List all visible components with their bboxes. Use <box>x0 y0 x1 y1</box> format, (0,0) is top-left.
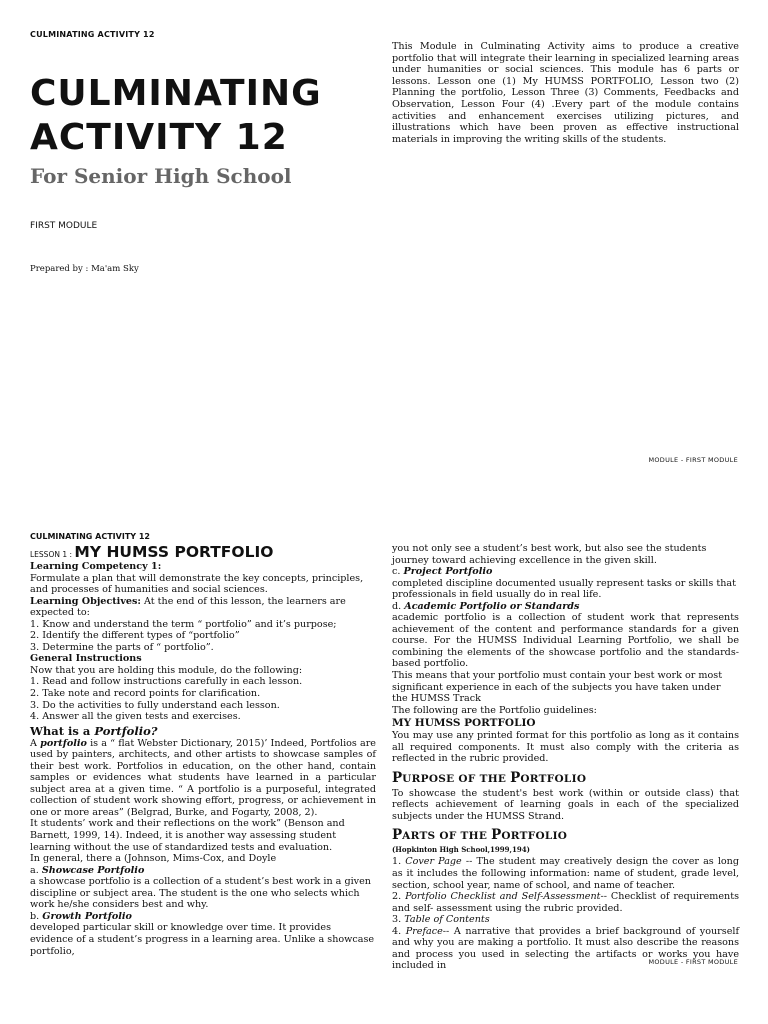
lesson-title: MY HUMSS PORTFOLIO <box>74 543 274 561</box>
objective-item: 3. Determine the parts of “ portfolio”. <box>30 641 214 653</box>
part-text: -- Checklist of requirements and self- assessment using the rubric provided. <box>392 891 740 914</box>
title-line-2: ACTIVITY 12 <box>30 117 288 158</box>
part-number: 1. <box>392 856 406 868</box>
instructions-intro: Now that you are holding this module, do the following: <box>30 664 303 676</box>
humss-portfolio-heading: MY HUMSS PORTFOLIO <box>392 717 536 730</box>
project-text: completed discipline documented usually represent tasks or skills that professionals in field usually do in real life. <box>392 577 736 601</box>
objectives-intro: At the end of this lesson, the learners are expected to: <box>30 595 346 619</box>
part-title: Cover Page <box>405 856 462 868</box>
title-line-1: CULMINATING <box>30 73 322 114</box>
module-label: FIRST MODULE <box>30 221 98 231</box>
parts-smallcaps-2: ORTFOLIO <box>501 830 568 843</box>
growth-title: Growth Portfolio <box>42 910 132 922</box>
part-text: -- The student may creatively design the cover as long as it includes the following information: name of student, grade level, section, school year, name of school, and name of teacher. <box>392 856 739 891</box>
page1-footer: MODULE - FIRST MODULE <box>648 456 738 464</box>
module-intro-paragraph: This Module in Culminating Activity aims to produce a creative portfolio that will integrate their learning in specialized learning areas under humanities or social sciences. This module has 6 parts or lessons. Lesson one (1) My HUMSS PORTFOLIO, Lesson two (2) Planning the portfolio, Lesson Three (3) Comments, Feedbacks and Observation, Lesson Four (4) .Every part of the module contains activities and enhancement exercises utilizing pictures, and illustrations which have been proven as effective instructional materials in improving the writing skills of the students. <box>392 41 739 145</box>
part-item-cover <box>392 856 739 891</box>
portfolio-definition <box>30 738 376 819</box>
purpose-heading <box>392 769 739 788</box>
showcase-text: a showcase portfolio is a collection of a student’s best work in a given discipline or subject area. The student is the one who selects which work he/she considers best and why. <box>30 876 371 911</box>
reflection-paragraph: It students’ work and their reflections on the work” (Benson and Barnett, 1999, 14). Indeed, it is another way assessing student learning without the use of standardized tests and evaluation. <box>30 818 345 853</box>
instruction-item: 3. Do the activities to fully understand each lesson. <box>30 699 280 711</box>
instruction-item: 1. Read and follow instructions carefully in each lesson. <box>30 676 303 688</box>
showcase-title: Showcase Portfolio <box>41 864 145 876</box>
growth-letter: b. <box>30 910 43 922</box>
growth-heading <box>30 911 376 923</box>
parts-cap-2: P <box>491 827 502 844</box>
part-title: Preface <box>405 925 443 937</box>
purpose-text: To showcase the student's best work (within or outside class) that reflects achievement of learning goals in each of the specialized subjects under the HUMSS Strand. <box>392 787 739 822</box>
part-item-checklist <box>392 891 739 914</box>
purpose-cap-1: P <box>392 769 403 786</box>
right-column <box>392 543 739 972</box>
definition-body: is a “ flat Webster Dictionary, 2015)’ Indeed, Portfolios are used by painters, architects, and other artists to showcase samples of their best work. Portfolios in education, on the other hand, contain samples or evidences what students have learned in a particular subject area at a given time. “ A portfolio is a purposeful, integrated collection of student work showing effort, progress, or achievement in one or more areas” (Belgrad, Burke, and Fogarty, 2008, 2). <box>30 737 376 818</box>
definition-term: portfolio <box>40 737 87 749</box>
academic-letter: d. <box>392 600 405 612</box>
part-number: 2. <box>392 891 406 903</box>
page2-running-header: CULMINATING ACTIVITY 12 <box>30 532 150 541</box>
page-separator <box>0 485 768 519</box>
page1-running-header: CULMINATING ACTIVITY 12 <box>30 30 155 39</box>
purpose-smallcaps-1: URPOSE OF THE <box>402 772 511 785</box>
general-types-paragraph: In general, there a (Johnson, Mims-Cox, and Doyle <box>30 853 277 865</box>
lesson-number: LESSON 1 : <box>30 550 75 559</box>
prepared-by: Prepared by : Ma'am Sky <box>30 264 139 274</box>
growth-text: developed particular skill or knowledge over time. It provides evidence of a student’s progress in a learning area. Unlike a showcase portfolio, <box>30 922 375 957</box>
document-title <box>30 72 370 160</box>
lesson-heading <box>30 544 376 561</box>
means-paragraph: This means that your portfolio must contain your best work or most significant experience in each of the subjects you have taken under the HUMSS Track <box>392 670 723 705</box>
humss-portfolio-text: You may use any printed format for this portfolio as long as it contains all required components. It must also comply with the criteria as reflected in the rubric provided. <box>392 730 739 765</box>
academic-title: Academic Portfolio or Standards <box>404 600 580 612</box>
parts-citation: (Hopkinton High School,1999,194) <box>392 845 530 855</box>
definition-article: A <box>30 737 41 749</box>
project-letter: c. <box>392 566 404 578</box>
instructions-heading: General Instructions <box>30 653 142 665</box>
objectives-paragraph <box>30 596 376 619</box>
academic-heading <box>392 601 739 613</box>
what-heading-text: What is a <box>30 723 95 738</box>
project-title: Project Portfolio <box>403 566 493 578</box>
part-item-toc <box>392 914 739 926</box>
what-heading-em: Portfolio? <box>94 723 158 738</box>
left-column <box>30 544 376 957</box>
what-is-portfolio-heading <box>30 725 376 738</box>
competency-text: Formulate a plan that will demonstrate the key concepts, principles, and processes of humanities and social sciences. <box>30 572 364 596</box>
parts-smallcaps-1: ARTS OF THE <box>402 830 492 843</box>
academic-text: academic portfolio is a collection of student work that represents achievement of the content and performance standards for a given course. For the HUMSS Individual Learning Portfolio, we shall be combining the elements of the showcase portfolio and the standards-based portfolio. <box>392 612 739 670</box>
showcase-heading <box>30 865 376 877</box>
objective-item: 2. Identify the different types of “portfolio” <box>30 630 240 642</box>
document-subtitle: For Senior High School <box>30 164 292 188</box>
instruction-item: 4. Answer all the given tests and exercises. <box>30 711 241 723</box>
part-text: -- A narrative that provides a brief background of yourself and why you are making a portfolio. It must also describe the reasons and process you used in selecting the artifacts or works you have included in <box>392 925 739 972</box>
objective-item: 1. Know and understand the term “ portfolio” and it’s purpose; <box>30 618 337 630</box>
instruction-item: 2. Take note and record points for clarification. <box>30 688 261 700</box>
guidelines-intro: The following are the Portfolio guidelines: <box>392 704 597 716</box>
purpose-smallcaps-2: ORTFOLIO <box>520 772 587 785</box>
purpose-cap-2: P <box>510 769 521 786</box>
parts-heading <box>392 826 739 845</box>
parts-cap-1: P <box>392 827 403 844</box>
project-heading <box>392 566 739 578</box>
part-number: 3. <box>392 914 405 926</box>
part-title: Portfolio Checklist and Self-Assessment <box>405 891 601 903</box>
page2-footer: MODULE - FIRST MODULE <box>648 958 738 966</box>
objectives-heading: Learning Objectives: <box>30 595 141 607</box>
competency-heading: Learning Competency 1: <box>30 561 162 572</box>
part-number: 4. <box>392 925 406 937</box>
showcase-letter: a. <box>30 864 42 876</box>
part-title: Table of Contents <box>404 914 490 926</box>
growth-continuation: you not only see a student’s best work, but also see the students journey toward achieving excellence in the given skill. <box>392 543 707 566</box>
